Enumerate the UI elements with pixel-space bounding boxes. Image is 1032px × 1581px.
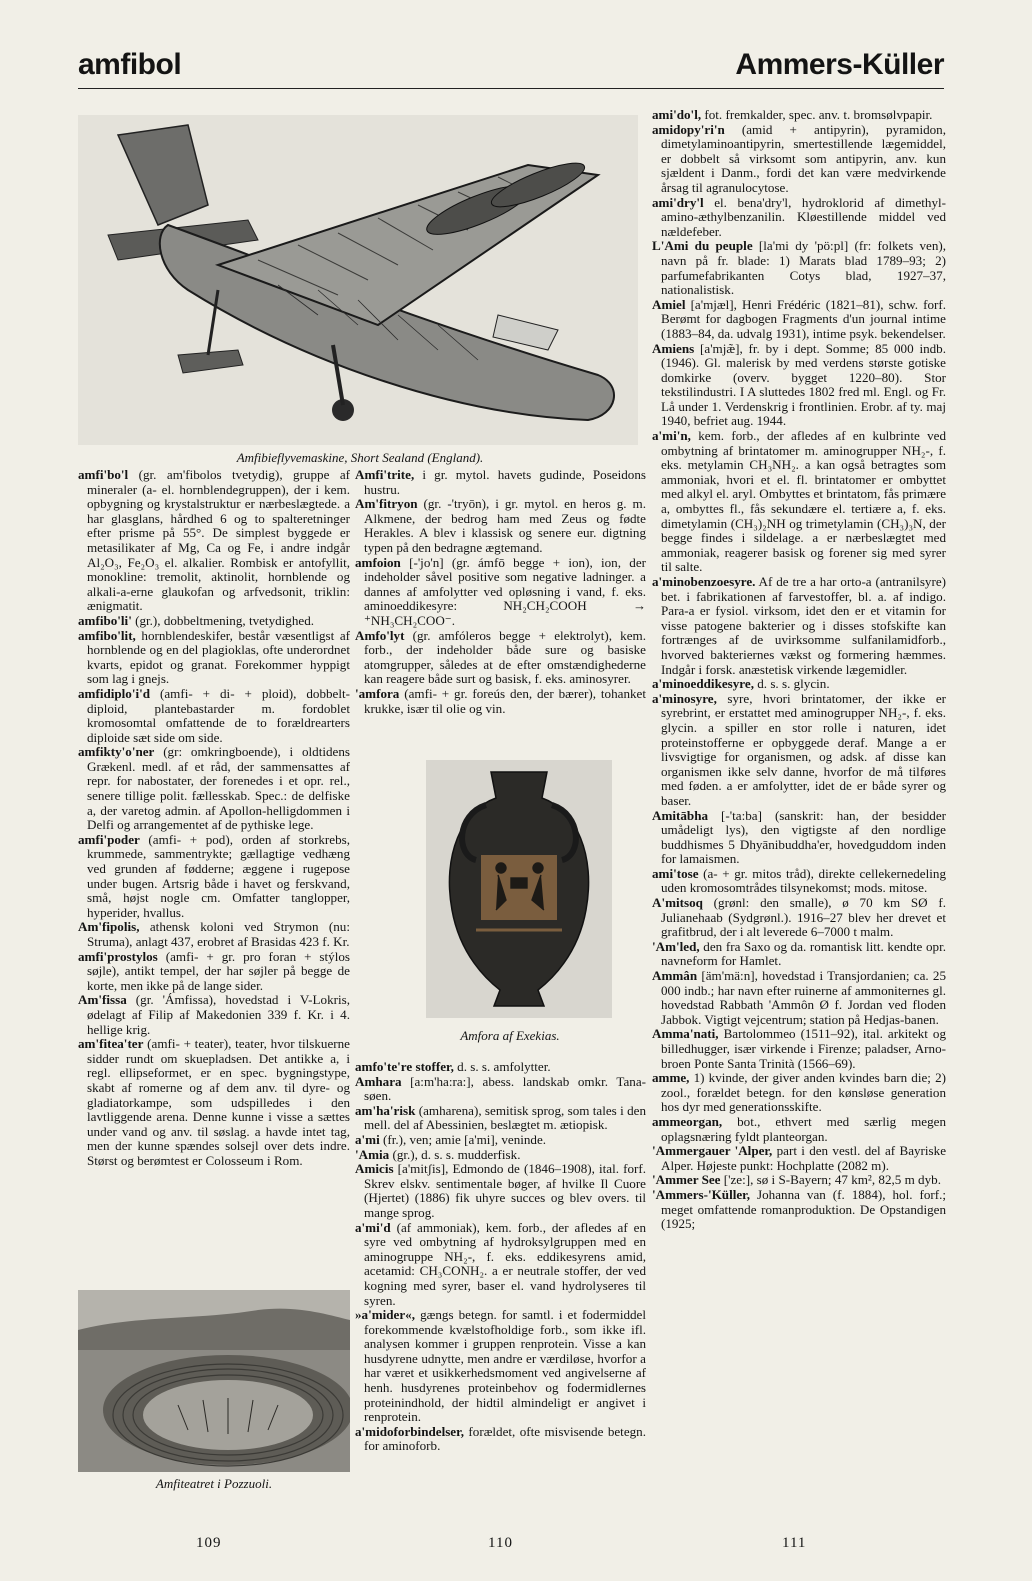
entry-headword: 'Am'led, xyxy=(652,938,700,954)
entry-text: ['ze:], sø i S-Bayern; 47 km², 82,5 m dyb. xyxy=(720,1172,941,1188)
dictionary-entry xyxy=(355,629,646,687)
entry-text: part i den vestl. del af Bayriske Alper. Højeste punkt: Hochplatte (2082 m). xyxy=(661,1143,947,1173)
entry-headword: a'minosyre, xyxy=(652,690,717,706)
entry-text: bot., ethvert med særlig megen oplagsnæring fyldt planteorgan. xyxy=(661,1113,946,1144)
dictionary-entry xyxy=(652,108,946,123)
entry-headword: ami'do'l, xyxy=(652,107,702,122)
dictionary-entry xyxy=(355,1104,646,1133)
dictionary-entry xyxy=(355,497,646,555)
entry-headword: a'midoforbindelser, xyxy=(355,1423,465,1439)
entry-text: 1) kvinde, der giver anden kvindes barn die; 2) zool., forældet betegn. for den kønsløse generation hos dyr med generationsskifte. xyxy=(661,1070,946,1115)
entry-text: i gr. mytol. havets gudinde, Poseidons hustru. xyxy=(364,467,646,497)
entry-text: kem. forb., der afledes af en kulbrinte ved ombytning af brintatomer m. aminogrupper NH₂-, f. eks. metylamin CH₃NH₂. a kan også betragtes som ammoniak, hvori et el. fl. brintatomer er ombyttet med alkyl el. aryl. Ombyttes et brintatom, fås primære a, ombyttes fl., fås sekundære el. tertiære a, f. eks. dimetylamin (CH₃)₂NH og trimetylamin (CH₃)₃N, der begge findes i sildelage. a er nærbeslægtet med ammoniak, reagerer basisk og forener sig med syrer til salte. xyxy=(661,428,946,575)
entry-headword: amfo'te're stoffer, xyxy=(355,1059,454,1074)
entry-text: (gr.), dobbeltmening, tvetydighed. xyxy=(131,612,315,628)
entry-text: [a'mjæl], Henri Frédéric (1821–81), schw. forf. Berømt for dagbogen Fragments d'un journal intime (1883–84, da. udvalg 1931), intime psyk. bekendelser. xyxy=(661,296,946,341)
column-left xyxy=(78,468,350,1169)
entry-headword: L'Ami du peuple xyxy=(652,238,753,254)
entry-headword: a'minoeddikesyre, xyxy=(652,676,754,692)
entry-headword: »a'mider«, xyxy=(355,1307,416,1323)
entry-headword: ami'tose xyxy=(652,865,699,881)
running-header xyxy=(78,44,944,89)
entry-headword: Amma'nati, xyxy=(652,1026,719,1042)
entry-text: (gr. 'Ámfissa), hovedstad i V-Lokris, ødelagt af Filip af Makedonien 339 f. Kr. i 4. hellige krig. xyxy=(87,992,350,1037)
entry-headword: 'amfora xyxy=(355,685,400,701)
dictionary-entry xyxy=(652,1027,946,1071)
dictionary-entry xyxy=(355,1060,646,1075)
dictionary-entry xyxy=(355,556,646,629)
plane-caption: Amfibieflyvemaskine, Short Sealand (England). xyxy=(236,450,484,465)
entry-text: forældet, ofte misvisende betegn. for aminoforb. xyxy=(364,1423,646,1454)
entry-text: gængs betegn. for samtl. i et fodermiddel forekommende kvælstofholdige forb., som ikke ifl. analysen kommer i gruppen renprotein. Visse a kan husdyrene udnytte, men andre er værdiløse, hvorfor a har været et usikkerhedsmoment ved angivelserne af henh. husdyrenes proteinbehov og fodermidlernes proteinindhold, der hidtil almindeligt er angivet i renprotein. xyxy=(364,1307,646,1425)
dictionary-entry xyxy=(652,123,946,196)
entry-headword: amidopy'ri'n xyxy=(652,121,725,137)
dictionary-entry xyxy=(652,1188,946,1232)
entry-text: d. s. s. amfolytter. xyxy=(453,1059,551,1074)
entry-text: (gr. am'fibolos tvetydig), gruppe af mineraler (a- el. hornblendegruppen), der i kem. opbygning og krystalstruktur er nærbeslægtede. a har glasglans, hårdhed 6 og to spalteretninger efter prisme på 55°. De simplest byggede er metasilikater af Mg, Ca og Fe, i andre indgår Al₂O₃, Fe₂O₃ el. alkalier. Rombisk er antofyllit, monokline: tremolit, aktinolit, hornblende og alkali-a-erne glaukofan og arfvedsonit, triklin: ænigmatit. xyxy=(87,467,350,614)
entry-text: syre, hvori brintatomer, der ikke er syrebrint, er erstattet med aminogrupper NH₂-, f. eks. glycin. a spiller en stor rolle i naturen, idet proteinstofferne er opbyggede deraf. Mange a er livsvigtige for organismen, og adsk. af disse kan organismen ikke selv danne, hvorfor de må tilføres med føden. a er amfolytter, idet de er både syrer og baser. xyxy=(661,690,946,808)
entry-headword: amfoion xyxy=(355,554,401,570)
column-middle-top xyxy=(355,468,646,716)
entry-text: d. s. s. glycin. xyxy=(753,676,830,692)
page-number-left: 109 xyxy=(196,1535,222,1551)
entry-text: (amfi- + di- + ploid), dobbelt-diploid, plantebastarder m. fordoblet kromosomtal omfattende de to forældrearters diploide sæt side om side. xyxy=(87,685,350,745)
amphitheatre-caption: Amfiteatret i Pozzuoli. xyxy=(155,1476,273,1491)
entry-text: [äm'mä:n], hovedstad i Transjordanien; ca. 25 000 indb.; har navn efter ruinerne af ammoniternes gl. hovedstad Rabbath 'Ammôn Ø f. Jordan ved floden Jabbok. Vigtigt vejcentrum; station på Hedjas-banen. xyxy=(661,968,946,1027)
entry-text: Bartolommeo (1511–92), ital. arkitekt og billedhugger, især virkende i Firenze; paladser, Arno-broen Ponte Santa Trinità (1566–69). xyxy=(661,1026,946,1071)
entry-text: fot. fremkalder, spec. anv. t. bromsølvpapir. xyxy=(701,107,933,122)
header-right-word: Ammers-Küller xyxy=(735,48,944,81)
entry-headword: amfi'poder xyxy=(78,831,140,847)
dictionary-entry xyxy=(652,429,946,575)
dictionary-entry xyxy=(652,196,946,240)
dictionary-entry xyxy=(652,239,946,297)
entry-headword: Amiens xyxy=(652,340,695,356)
entry-text: athensk koloni ved Strymon (nu: Struma), anlagt 437, erobret af Brasidas 423 f. Kr. xyxy=(87,919,350,949)
entry-text: [-'ta:ba] (sanskrit: han, der besidder umådeligt lys), den vigtigste af den nordlige buddhismes 5 Dhyānibuddha'er, hovedguddom inden for lamaismen. xyxy=(661,807,946,867)
entry-headword: amfibo'lit, xyxy=(78,627,136,643)
entry-text: (grønl: den smalle), ø 70 km SØ f. Julianehaab (Sydgrønl.). 1916–27 blev her drevet et grafitbrud, der i alt leverede 6–7000 t malm. xyxy=(661,895,946,940)
entry-text: Af de tre a har orto-a (antranilsyre) bet. i fabrikationen af farvestoffer, bl. a. af indigo. Para-a er fysiol. virksom, idet den er et vitamin for visse patogene bakterier og i disses stofskifte kan fortrænges af de uvirksomme sulfanilamidforb., hvorved bakteriernes vækst og formering hæmmes. Indgår i forsk. anæstetisk virkende lægemidler. xyxy=(661,574,946,677)
entry-headword: 'Amia xyxy=(355,1146,390,1162)
entry-headword: Am'fissa xyxy=(78,992,127,1008)
dictionary-entry xyxy=(78,468,350,614)
entry-headword: a'mi'd xyxy=(355,1219,391,1235)
entry-headword: Ammân xyxy=(652,968,698,984)
entry-headword: 'Ammer See xyxy=(652,1172,721,1188)
entry-text: (gr.), d. s. s. mudderfisk. xyxy=(389,1146,521,1162)
entry-headword: Amiel xyxy=(652,296,686,312)
amphora-drawing xyxy=(426,760,612,1018)
amphitheatre-drawing xyxy=(78,1290,350,1472)
entry-headword: amfibo'li' xyxy=(78,612,132,628)
plane-drawing xyxy=(78,115,638,445)
column-right xyxy=(652,108,946,1232)
dictionary-entry xyxy=(78,993,350,1037)
entry-headword: Amicis xyxy=(355,1161,394,1177)
entry-headword: a'mi xyxy=(355,1131,380,1147)
amphitheatre-photo xyxy=(78,1290,350,1472)
column-middle-bottom xyxy=(355,1060,646,1454)
entry-headword: Amitābha xyxy=(652,807,709,823)
amphora-caption: Amfora af Exekias. xyxy=(460,1028,560,1043)
entry-text: (amfi- + gr. pro foran + stýlos søjle), antikt tempel, der har søjler på begge de korte, men ikke på de lange sider. xyxy=(87,948,350,993)
entry-text: (amfi- + pod), orden af storkrebs, krummede, sammentrykte; gællagtige vedhæng ved grunden af fødderne; æggene i rugepose under bugen. Artsrig både i havet og ferskvand, små, højst nogle cm. Omfatter tanglopper, hyperider, hvallus. xyxy=(87,831,350,920)
entry-text: [la'mi dy 'pö:pl] (fr: folkets ven), navn på fr. blade: 1) Marats blad 1789–93; 2) parfumefabrikanten Cotys blad, 1927–37, nationalistisk. xyxy=(661,238,947,298)
dictionary-entry xyxy=(652,1115,946,1144)
entry-headword: Amhara xyxy=(355,1073,402,1089)
entry-headword: 'Ammergauer 'Alper, xyxy=(652,1143,773,1159)
entry-headword: amfi'prostylos xyxy=(78,948,158,964)
entry-headword: 'Ammers-'Küller, xyxy=(652,1186,751,1202)
amphora-photo xyxy=(426,760,612,1018)
entry-text: (gr. amfóleros begge + elektrolyt), kem. forb., der indeholder både sure og basiske atomgrupper, således at de efter omstændighederne kan reagere både surt og basisk, f. eks. aminosyrer. xyxy=(364,627,646,687)
dictionary-entry xyxy=(652,1144,946,1173)
entry-text: [a'mitʃis], Edmondo de (1846–1908), ital. forf. Skrev elskv. sentimentale bøger, af hvilke Il Cuore (Hjertet) (1886) fik uhyre succes og blev overs. til mange sprog. xyxy=(364,1161,646,1220)
entry-headword: am'ha'risk xyxy=(355,1102,416,1118)
dictionary-entry xyxy=(78,920,350,949)
dictionary-entry xyxy=(78,745,350,833)
page-number-middle: 110 xyxy=(488,1535,513,1551)
entry-text: (amharena), semitisk sprog, som tales i den mell. del af Abessinien, beslægtet m. ætiopisk. xyxy=(364,1102,646,1133)
entry-headword: amme, xyxy=(652,1070,690,1086)
entry-text: (af ammoniak), kem. forb., der afledes af en syre ved ombytning af hydroksylgruppen med en aminogruppe NH₂-, f. eks. eddikesyrens amid, acetamid: CH₃CONH₂. a er neutrale stoffer, der ved kogning med syrer, baser el. vand hydrolyseres til syren. xyxy=(364,1219,646,1308)
dictionary-entry xyxy=(652,867,946,896)
entry-headword: ammeorgan, xyxy=(652,1113,723,1129)
entry-text: [a'mjæ̃], fr. by i dept. Somme; 85 000 indb. (1946). Gl. malerisk by med verdens største gotiske domkirke (overv. bygget 1220–80). Stor tekstilindustri. I A sluttedes 1802 fred ml. Engl. og Fr. Lå under 1. Verdenskrig i frontlinien. Erobr. af ty. maj 1940, befriet aug. 1944. xyxy=(661,340,946,429)
entry-text: (fr.), ven; amie [a'mi], veninde. xyxy=(379,1131,547,1147)
dictionary-entry xyxy=(78,614,350,629)
dictionary-entry xyxy=(78,629,350,687)
dictionary-entry xyxy=(355,468,646,497)
entry-text: (gr: omkringboende), i oldtidens Grækenl. medl. af et råd, der sammensattes af repr. for nabostater, der forenedes i et opr. rel., senere tillige polit. fællesskab. Spec.: de delfiske a, der varetog admin. af Apollon-helligdommen i Delfi og arrangementet af de pythiske lege. xyxy=(87,744,350,833)
entry-text: (amfi- + gr. foreús den, der bærer), tohanket krukke, især til olie og vin. xyxy=(364,685,646,716)
entry-headword: amfi'bo'l xyxy=(78,467,129,482)
entry-text: (amid + antipyrin), pyramidon, dimetylaminoantipyrin, smertestillende lægemiddel, er dobbelt så virksomt som antipyrin, anv. kun sjældent i Danm., fordi det kan være medvirkende årsag til agranulocytose. xyxy=(661,121,946,195)
dictionary-entry xyxy=(355,1133,646,1148)
header-left-word: amfibol xyxy=(78,48,182,81)
dictionary-entry xyxy=(652,692,946,809)
entry-text: [a:m'ha:ra:], abess. landskab omkr. Tana-søen. xyxy=(364,1073,646,1104)
entry-text: Johanna van (f. 1884), hol. forf.; meget omfattende romanproduktion. De Opstandigen (1925; xyxy=(661,1186,946,1232)
entry-headword: amfidiplo'i'd xyxy=(78,685,151,701)
dictionary-entry xyxy=(652,575,946,677)
dictionary-entry xyxy=(652,969,946,1027)
entry-text: hornblendeskifer, består væsentligst af hornblende og en del plagioklas, ofte underordnet kvarts, epidot og granat. Forekommer hyppigt som lag i gnejs. xyxy=(87,627,350,687)
entry-headword: A'mitsoq xyxy=(652,895,703,911)
dictionary-entry xyxy=(355,1148,646,1163)
entry-headword: ami'dry'l xyxy=(652,194,704,210)
dictionary-entry xyxy=(355,1075,646,1104)
dictionary-entry xyxy=(652,298,946,342)
dictionary-entry xyxy=(355,1162,646,1220)
dictionary-entry xyxy=(355,1308,646,1425)
entry-headword: Amfi'trite, xyxy=(355,467,415,482)
dictionary-entry xyxy=(78,950,350,994)
dictionary-entry xyxy=(652,809,946,867)
dictionary-entry xyxy=(355,1221,646,1309)
entry-headword: a'minobenzoesyre. xyxy=(652,574,756,589)
entry-text: (a- + gr. mitos tråd), direkte cellekernedeling uden kromosomtrådes tilsynekomst; mods. mitose. xyxy=(661,865,946,896)
entry-headword: Am'fipolis, xyxy=(78,919,140,935)
dictionary-entry xyxy=(652,342,946,430)
entry-headword: Am'fitryon xyxy=(355,496,418,512)
dictionary-entry xyxy=(652,677,946,692)
entry-text: den fra Saxo og da. romantisk litt. kendte opr. navneform for Hamlet. xyxy=(661,938,946,969)
dictionary-entry xyxy=(652,940,946,969)
dictionary-entry xyxy=(652,1071,946,1115)
entry-headword: amfikty'o'ner xyxy=(78,744,155,760)
dictionary-entry xyxy=(652,1173,946,1188)
dictionary-entry xyxy=(355,687,646,716)
entry-headword: am'fitea'ter xyxy=(78,1036,144,1052)
dictionary-entry xyxy=(355,1425,646,1454)
dictionary-entry xyxy=(78,833,350,921)
entry-text: (amfi- + teater), teater, hvor tilskuerne sidder rundt om skuepladsen. Det antikke a, i regl. ellipseformet, er en spec. bygningstype, skabt af romerne og af dem anv. til dyre- og gladiatorkampe, som udspilledes i den lavtliggende arena. Denne kunne i visse a sættes under vand og anv. til søslag. a havde intet tag, men der kunne spændes solsejl over dets indre. Størst og berømtest er Colosseum i Rom. xyxy=(87,1036,350,1168)
dictionary-entry xyxy=(78,687,350,745)
entry-text: (gr. -'tryōn), i gr. mytol. en heros g. m. Alkmene, der bedrog ham med Zeus og fødte Herakles. A blev i klassisk og senere eur. digtning typen på den bedragne ægtemand. xyxy=(364,496,646,555)
entry-text: [-'jo'n] (gr. ámfō begge + ion), ion, der indeholder såvel positive som negative ladninger. a dannes af amfolytter ved opløsning i vand, f. eks. aminoeddikesyre: NH₂CH₂COOH → ⁺NH₃CH₂COO⁻. xyxy=(364,554,646,628)
entry-headword: a'mi'n, xyxy=(652,428,691,444)
dictionary-entry xyxy=(78,1037,350,1168)
page-number-right: 111 xyxy=(782,1535,807,1551)
dictionary-entry xyxy=(652,896,946,940)
entry-text: el. bena'dry'l, hydroklorid af dimethyl-amino-æthylbenzanilin. Kløestillende middel ved nældefeber. xyxy=(661,194,946,239)
entry-headword: Amfo'lyt xyxy=(355,627,405,643)
plane-illustration xyxy=(78,115,638,445)
